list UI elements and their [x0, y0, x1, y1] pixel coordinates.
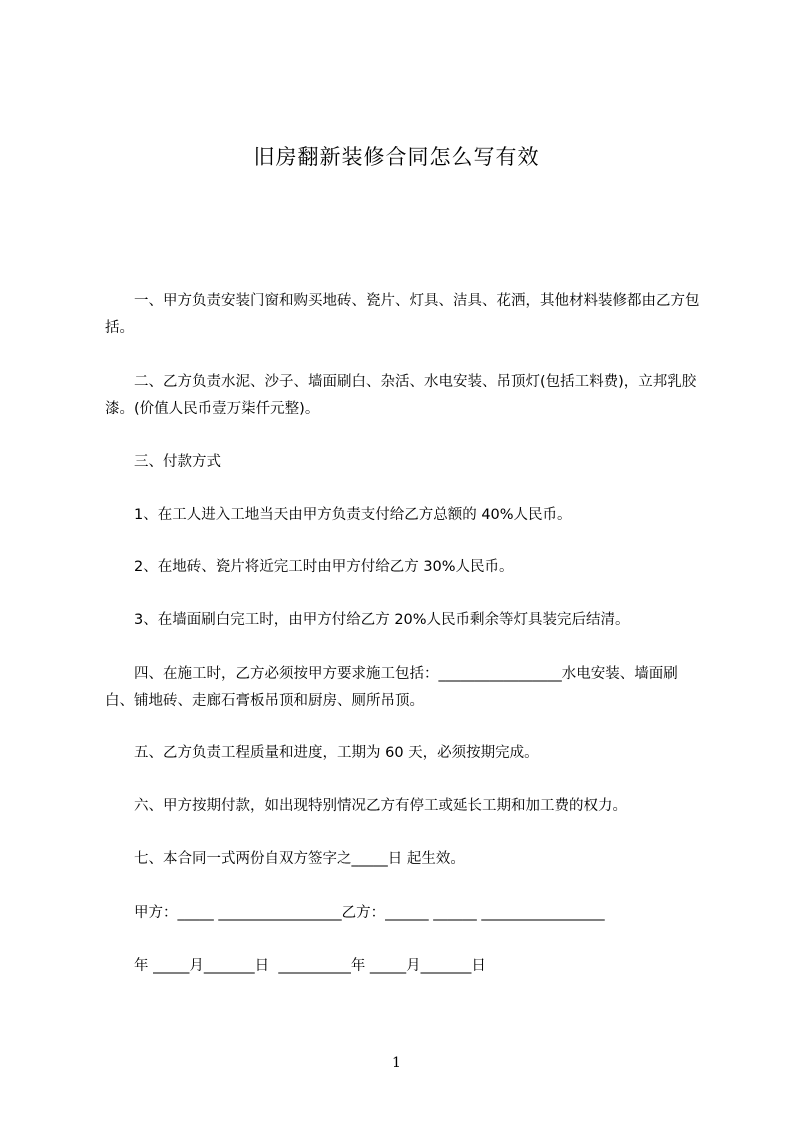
clause-5: 五、乙方负责工程质量和进度，工期为 60 天，必须按期完成。: [105, 745, 539, 761]
payment-item-3: 3、在墙面刷白完工时，由甲方付给乙方 20%人民币剩余等灯具装完后结清。: [105, 612, 630, 628]
payment-item-1: 1、在工人进入工地当天由甲方负责支付给乙方总额的 40%人民币。: [105, 507, 572, 523]
signature-date-line: 年 _____月_______日 __________年 _____月_______日: [105, 958, 486, 974]
clause-1: 一、甲方负责安装门窗和购买地砖、瓷片、灯具、洁具、花洒，其他材料装修都由乙方包括。: [105, 293, 700, 336]
page-number: 1: [392, 1055, 401, 1071]
clause-6: 六、甲方按期付款，如出现特别情况乙方有停工或延长工期和加工费的权力。: [105, 798, 627, 814]
payment-item-2: 2、在地砖、瓷片将近完工时由甲方付给乙方 30%人民币。: [105, 559, 514, 575]
clause-4: 四、在施工时，乙方必须按甲方要求施工包括：_________________水电安装、墙面刷白、铺地砖、走廊石膏板吊顶和厨房、厕所吊顶。: [105, 666, 678, 709]
clause-7: 七、本合同一式两份自双方签字之_____日 起生效。: [105, 851, 465, 867]
document-title: 旧房翻新装修合同怎么写有效: [253, 145, 540, 169]
signature-parties-line: 甲方：_____ _________________乙方：______ ______ _________________: [105, 905, 605, 921]
clause-3-heading: 三、付款方式: [105, 454, 221, 470]
clause-2: 二、乙方负责水泥、沙子、墙面刷白、杂活、水电安装、吊顶灯(包括工料费)，立邦乳胶漆。(价值人民币壹万柒仟元整)。: [105, 374, 697, 417]
